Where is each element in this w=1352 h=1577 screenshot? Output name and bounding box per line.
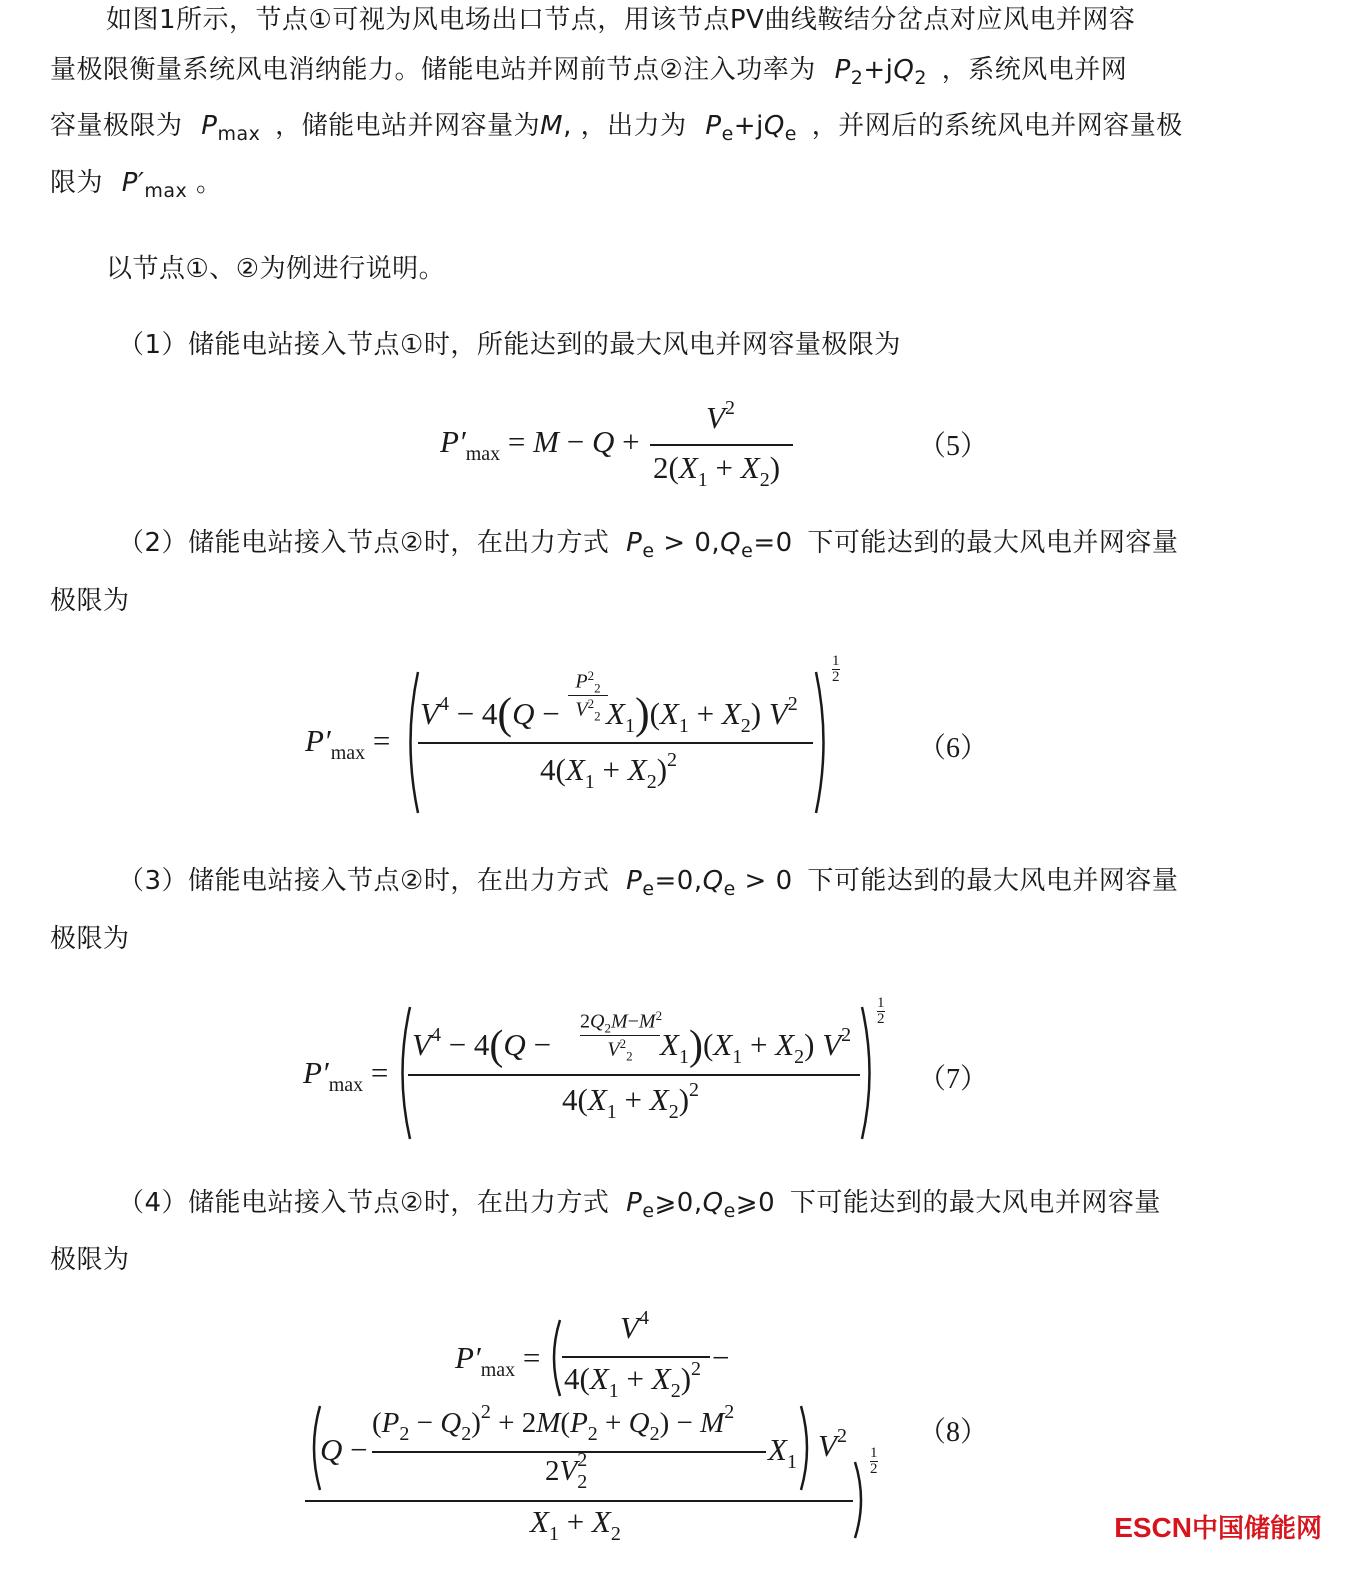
equation-number-8: （8） (918, 1417, 989, 1448)
eq5-lhs: $P'_{max} = M - Q$ + (440, 424, 640, 465)
escn-logo (1114, 1508, 1322, 1545)
eq8-minus: − (712, 1340, 730, 1375)
eq7-numerator-tail: $X_1)(X_1 + X_2)$ $V^2$ (660, 1023, 852, 1069)
text-segment: 量极限衡量系统风电消纳能力。储能电站并网前节点②注入功率为 (50, 55, 816, 85)
paragraph-3: （1）储能电站接入节点①时，所能达到的最大风电并网容量极限为 (118, 330, 901, 360)
eq8-lhs: $P'_{max}$ = (455, 1340, 541, 1381)
eq8-top-fraction-bar (562, 1356, 710, 1358)
eq5-numerator: $V^2$ (706, 397, 735, 435)
paragraph-1-line-3: 容量极限为 $P_{max}$ ，储能电站并网容量为M, ，出力为 $P_e+jQ_e$ ，并网后的系统风电并网容量极 (50, 111, 1183, 145)
inline-formula-p2-jq2: $P_2+jQ_2$ (834, 55, 927, 89)
eq8-exponent-half: 1 2 (870, 1445, 878, 1477)
text-segment: ，储能电站并网容量为 (275, 111, 541, 141)
text-segment: 限为 (50, 168, 104, 198)
inline-formula-condition-4: $P_e⩾0,Q_e⩾0$ (626, 1188, 776, 1222)
inline-formula-pprime-max: $P'_{max}$ (121, 168, 188, 202)
equation-number-5: （5） (918, 431, 989, 462)
inline-formula-condition-3: $P_e=0,Q_e > 0$ (626, 866, 793, 900)
inline-formula-m: M (540, 111, 564, 141)
inline-formula-pmax: $P_{max}$ (201, 111, 261, 145)
paragraph-1-line-2 (50, 42, 1127, 106)
logo-latin: ESCN (1114, 1512, 1192, 1543)
paragraph-1-line-1: 如图1所示，节点①可视为风电场出口节点，用该节点PV曲线鞍结分岔点对应风电并网容 (106, 5, 1136, 35)
paragraph-6-line-1 (118, 1175, 1161, 1239)
eq5-fraction-bar (650, 444, 793, 446)
equation-number-6: （6） (918, 733, 989, 764)
logo-chinese: 中国储能网 (1191, 1514, 1322, 1544)
text-segment: 下可能达到的最大风电并网容量 (807, 528, 1179, 558)
inline-formula-pe-jqe: $P_e+jQ_e$ (705, 111, 797, 145)
paragraph-5-line-2: 极限为 (50, 924, 130, 954)
left-paren-icon (392, 1005, 414, 1141)
eq7-fraction-bar (408, 1074, 860, 1076)
eq6-denominator: $4(X_1 + X_2)^2$ (540, 749, 678, 793)
eq6-numerator: $V^4 - 4(Q$ − (420, 689, 560, 738)
equation-number-7: （7） (918, 1064, 989, 1095)
right-paren-icon (798, 1404, 816, 1492)
eq8-q-minus: Q − (320, 1432, 368, 1467)
eq8-inner-numerator: $(P_2 - Q_2)^2 + 2M(P_2 + Q_2) - M^2$ (372, 1401, 735, 1445)
eq8-main-denominator: $X_1 + X_2$ (530, 1504, 621, 1545)
eq6-fraction-bar (418, 742, 813, 744)
text-segment: 。 (196, 168, 223, 198)
paragraph-5-line-1 (118, 853, 1178, 917)
eq8-top-denominator: $4(X_1 + X_2)^2$ (564, 1358, 702, 1402)
text-segment: ，并网后的系统风电并网容量极 (811, 111, 1183, 141)
text-segment: （4）储能电站接入节点②时，在出力方式 (118, 1188, 610, 1218)
eq7-exponent-half: 1 2 (877, 995, 885, 1027)
eq5-denominator: $2(X_1 + X_2)$ (653, 450, 781, 491)
eq6-numerator-tail: $X_1)(X_1 + X_2)$ $V^2$ (606, 689, 798, 738)
eq8-inner-denominator: $2V^2_2$ (545, 1449, 588, 1493)
paragraph-4-line-1 (118, 515, 1178, 579)
left-paren-icon (545, 1318, 563, 1398)
inline-formula-condition-2: $P_e > 0,Q_e=0$ (626, 528, 793, 562)
text-segment: 容量极限为 (50, 111, 183, 141)
eq6-exponent-half: 1 2 (832, 653, 840, 685)
text-segment: ，出力为 (580, 111, 687, 141)
eq8-inner-fraction-bar (372, 1451, 766, 1453)
paragraph-4-line-2: 极限为 (50, 586, 130, 616)
text-segment: 下可能达到的最大风电并网容量 (807, 866, 1179, 896)
eq7-lhs: $P'_{max}$ = (303, 1055, 389, 1096)
eq7-denominator: $4(X_1 + X_2)^2$ (562, 1079, 700, 1123)
eq8-v2: $V^2$ (818, 1425, 847, 1463)
eq7-numerator: $V^4 - 4(Q$ − (412, 1023, 552, 1069)
eq6-inner-fraction: $P^2_2$ $V^2_2$ (568, 668, 608, 724)
eq7-inner-fraction: $2Q_2M-M^2$ $V^2_2$ (580, 1008, 663, 1064)
eq6-lhs: $P'_{max}$ = (305, 723, 391, 764)
paragraph-1-line-4 (50, 155, 223, 219)
right-paren-icon (852, 1460, 870, 1540)
eq8-top-numerator: $V^4$ (620, 1307, 649, 1345)
paragraph-6-line-2: 极限为 (50, 1245, 130, 1275)
eq8-main-fraction-bar (305, 1500, 853, 1502)
text-segment: （3）储能电站接入节点②时，在出力方式 (118, 866, 610, 896)
text-segment: （2）储能电站接入节点②时，在出力方式 (118, 528, 610, 558)
paragraph-2: 以节点①、②为例进行说明。 (106, 254, 446, 284)
eq8-x1: $X_1$ (768, 1432, 797, 1473)
text-segment: 下可能达到的最大风电并网容量 (789, 1188, 1161, 1218)
text-segment: ，系统风电并网 (941, 55, 1128, 85)
right-paren-icon (812, 670, 834, 815)
